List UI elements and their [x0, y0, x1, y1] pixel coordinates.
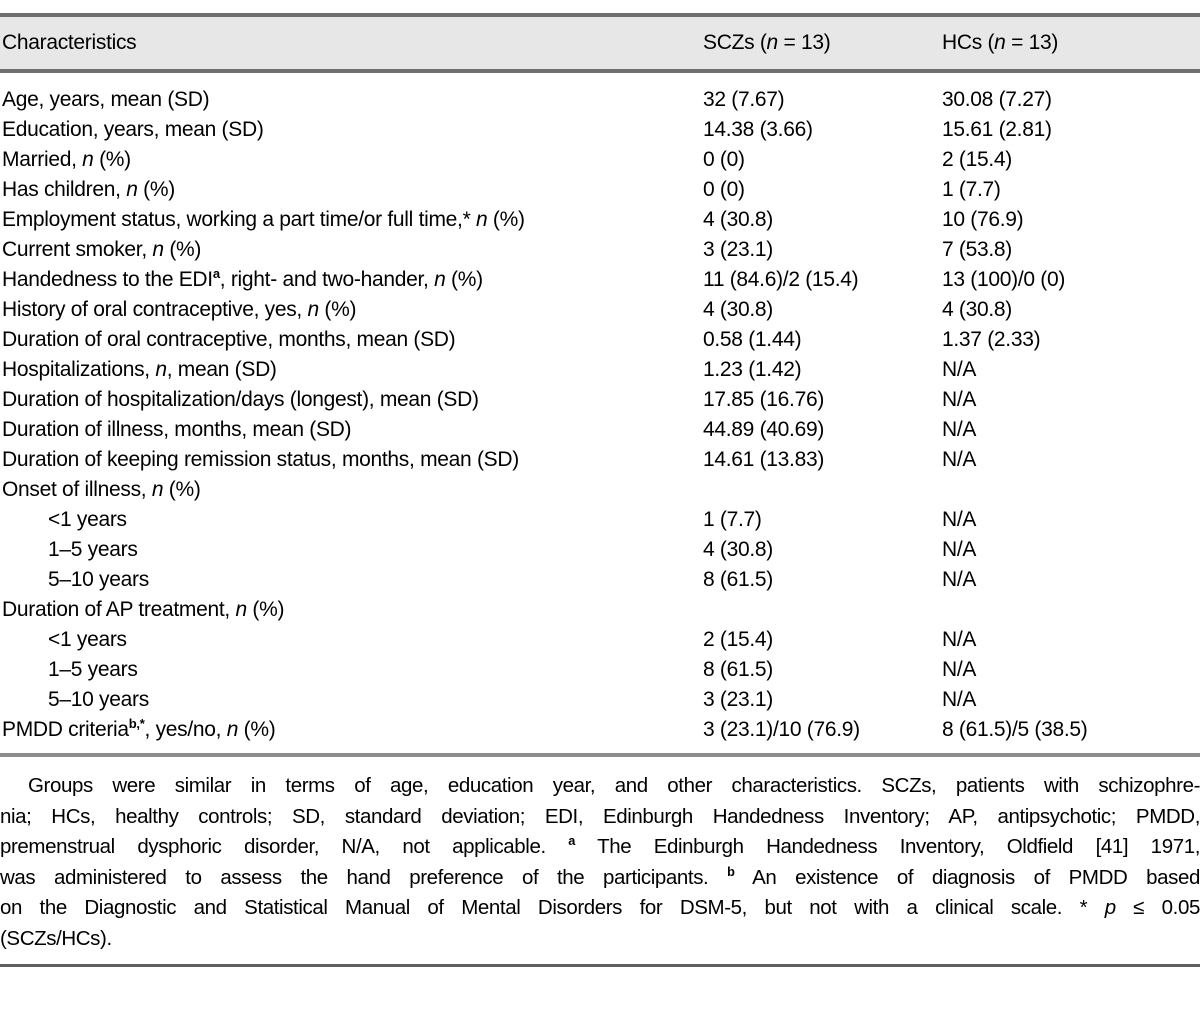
table-row — [0, 325, 1200, 355]
table-row — [0, 475, 1200, 505]
row-sczs-value: 14.38 (3.66) — [703, 118, 813, 141]
table-row — [0, 205, 1200, 235]
row-sczs-value — [703, 475, 942, 505]
table-row — [0, 655, 1200, 685]
footnote-line: premenstrual dysphoric disorder, N/A, not applicable. $^a$ The Edinburgh Handedness Inventory, Oldfield [41] 1971, — [0, 833, 1200, 858]
row-characteristic-label: 1–5 years — [48, 538, 138, 561]
row-sczs-value — [703, 595, 942, 625]
row-characteristic-label: Current smoker, n (%) — [2, 238, 202, 261]
footnote-line: was administered to assess the hand preference of the participants. $^b$ An existence of diagnosis of PMDD based — [0, 863, 1200, 889]
footnote-line: nia; HCs, healthy controls; SD, standard deviation; EDI, Edinburgh Handedness Inventory; AP, antipsychotic; PMDD, — [0, 804, 1200, 828]
table-row — [0, 175, 1200, 205]
row-characteristic-label: Duration of hospitalization/days (longest), mean (SD) — [2, 388, 479, 411]
row-sczs-value: 11 (84.6)/2 (15.4) — [703, 268, 859, 291]
row-characteristic-label: Duration of keeping remission status, months, mean (SD) — [2, 448, 519, 471]
table-row — [0, 85, 1200, 115]
row-sczs-value: 2 (15.4) — [703, 628, 773, 651]
table-row — [0, 445, 1200, 475]
table-row — [0, 145, 1200, 175]
footnote-line: Groups were similar in terms of age, education year, and other characteristics. SCZs, patients with schizophre- — [28, 774, 1200, 797]
table-row — [0, 415, 1200, 445]
row-hcs-value: 7 (53.8) — [942, 238, 1012, 261]
header-sczs-column: SCZs (n = 13) — [703, 31, 831, 54]
row-sczs-value: 8 (61.5) — [703, 568, 773, 591]
footnote-line: on the Diagnostic and Statistical Manual of Mental Disorders for DSM-5, but not with a clinical scale. * p ≤ 0.05 — [0, 896, 1200, 919]
row-hcs-value: N/A — [942, 448, 977, 471]
row-hcs-value: N/A — [942, 418, 977, 441]
row-sczs-value: 17.85 (16.76) — [703, 388, 825, 411]
table-row — [0, 235, 1200, 265]
row-characteristic-label: PMDD criteria$^{b,*}$, yes/no, n (%) — [2, 716, 276, 741]
row-hcs-value: 30.08 (7.27) — [942, 88, 1052, 111]
row-sczs-value: 1.23 (1.42) — [703, 358, 802, 381]
row-sczs-value: 4 (30.8) — [703, 298, 773, 321]
row-sczs-value: 3 (23.1) — [703, 238, 773, 261]
table-row — [0, 265, 1200, 295]
row-sczs-value: 0 (0) — [703, 178, 745, 201]
table-row — [0, 565, 1200, 595]
row-hcs-value: 13 (100)/0 (0) — [942, 268, 1066, 291]
row-characteristic-label: <1 years — [48, 628, 127, 651]
row-hcs-value — [942, 595, 1200, 625]
row-hcs-value: 8 (61.5)/5 (38.5) — [942, 718, 1088, 741]
row-characteristic-label: Duration of AP treatment, n (%) — [2, 598, 285, 621]
row-characteristic-label: Handedness to the EDI$^a$, right- and two-hander, n (%) — [2, 266, 483, 291]
row-characteristic-label: Duration of illness, months, mean (SD) — [2, 418, 352, 441]
row-characteristic-label: Education, years, mean (SD) — [2, 118, 264, 141]
row-characteristic-label: Married, n (%) — [2, 148, 131, 171]
header-hcs-column: HCs (n = 13) — [942, 31, 1059, 54]
row-hcs-value: 2 (15.4) — [942, 148, 1012, 171]
row-sczs-value: 1 (7.7) — [703, 508, 762, 531]
row-hcs-value: N/A — [942, 358, 977, 381]
row-characteristic-label: Age, years, mean (SD) — [2, 88, 210, 111]
row-characteristic-label: Onset of illness, n (%) — [2, 478, 201, 501]
table-header-row — [0, 17, 1200, 73]
table-footnote — [0, 771, 1200, 954]
row-hcs-value: 1 (7.7) — [942, 178, 1001, 201]
row-sczs-value: 3 (23.1)/10 (76.9) — [703, 718, 860, 741]
table-row — [0, 115, 1200, 145]
row-hcs-value: 15.61 (2.81) — [942, 118, 1052, 141]
row-hcs-value: N/A — [942, 388, 977, 411]
row-characteristic-label: <1 years — [48, 508, 127, 531]
row-sczs-value: 32 (7.67) — [703, 88, 785, 111]
table-row — [0, 355, 1200, 385]
row-characteristic-label: Has children, n (%) — [2, 178, 175, 201]
row-hcs-value: 10 (76.9) — [942, 208, 1024, 231]
row-characteristic-label: 5–10 years — [48, 688, 149, 711]
characteristics-table-page — [0, 13, 1200, 1010]
row-hcs-value: N/A — [942, 628, 977, 651]
row-sczs-value: 0 (0) — [703, 148, 745, 171]
row-hcs-value: N/A — [942, 508, 977, 531]
table-row — [0, 535, 1200, 565]
row-hcs-value — [942, 475, 1200, 505]
row-hcs-value: N/A — [942, 568, 977, 591]
row-hcs-value: 1.37 (2.33) — [942, 328, 1041, 351]
table-row — [0, 295, 1200, 325]
row-sczs-value: 4 (30.8) — [703, 208, 773, 231]
row-hcs-value: 4 (30.8) — [942, 298, 1012, 321]
row-characteristic-label: 5–10 years — [48, 568, 149, 591]
table-row — [0, 625, 1200, 655]
row-characteristic-label: Hospitalizations, n, mean (SD) — [2, 358, 277, 381]
table-row — [0, 505, 1200, 535]
row-characteristic-label: Employment status, working a part time/or full time,* n (%) — [2, 208, 525, 231]
row-sczs-value: 44.89 (40.69) — [703, 418, 825, 441]
bottom-rule — [0, 964, 1200, 967]
header-characteristics: Characteristics — [2, 31, 137, 54]
footnote-line: (SCZs/HCs). — [0, 926, 112, 950]
table-row — [0, 685, 1200, 715]
row-sczs-value: 4 (30.8) — [703, 538, 773, 561]
table-row — [0, 715, 1200, 745]
row-hcs-value: N/A — [942, 538, 977, 561]
row-sczs-value: 0.58 (1.44) — [703, 328, 802, 351]
row-hcs-value: N/A — [942, 658, 977, 681]
row-hcs-value: N/A — [942, 688, 977, 711]
row-sczs-value: 14.61 (13.83) — [703, 448, 825, 471]
table-row — [0, 595, 1200, 625]
row-characteristic-label: 1–5 years — [48, 658, 138, 681]
row-sczs-value: 3 (23.1) — [703, 688, 773, 711]
table-body — [0, 73, 1200, 745]
footnote-separator-rule — [0, 753, 1200, 757]
row-characteristic-label: Duration of oral contraceptive, months, mean (SD) — [2, 328, 456, 351]
row-sczs-value: 8 (61.5) — [703, 658, 773, 681]
row-characteristic-label: History of oral contraceptive, yes, n (%) — [2, 298, 357, 321]
table-row — [0, 385, 1200, 415]
